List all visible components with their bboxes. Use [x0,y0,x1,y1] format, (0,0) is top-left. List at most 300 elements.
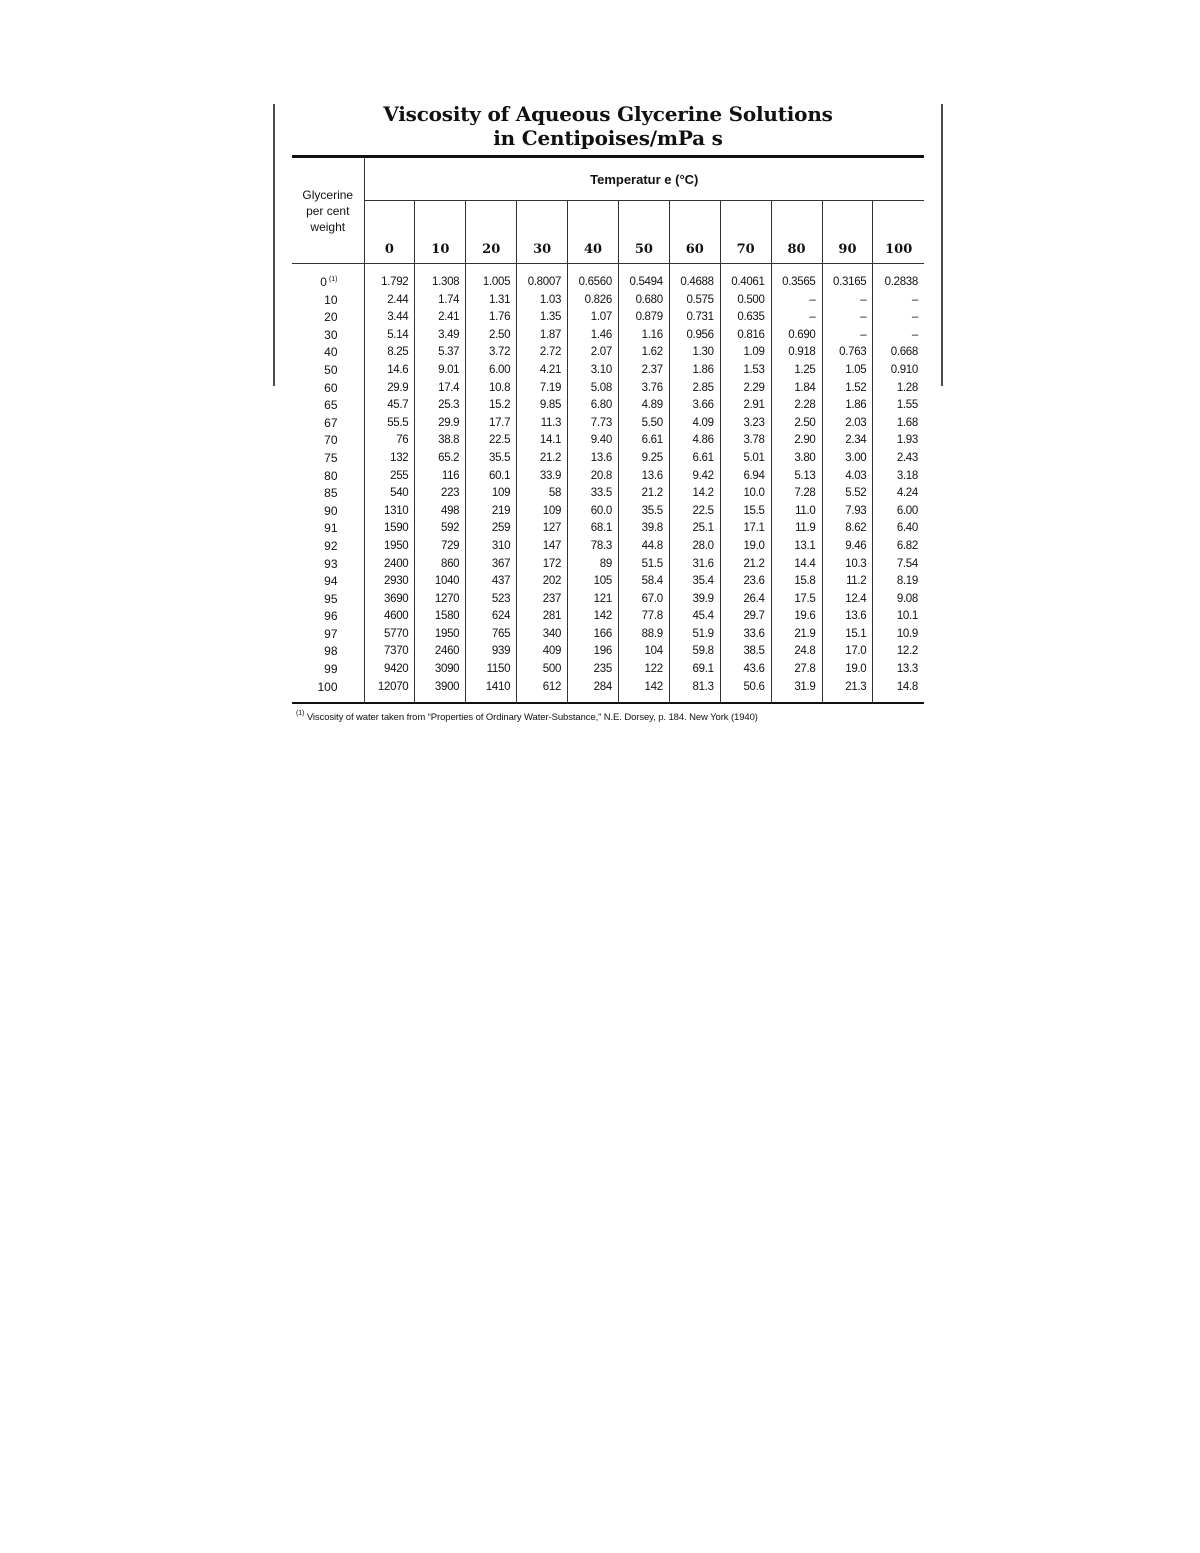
viscosity-cell: 55.5 [364,415,415,433]
glycerine-percent-cell [292,450,364,468]
viscosity-cell: 1.46 [568,327,619,345]
viscosity-cell: 25.1 [669,520,720,538]
viscosity-cell: 3.66 [669,397,720,415]
glycerine-percent-cell [292,626,364,644]
viscosity-cell: 1.87 [517,327,568,345]
viscosity-cell: 237 [517,591,568,609]
viscosity-cell: 9420 [364,661,415,679]
glycerine-percent-cell [292,468,364,486]
glycerine-percent-cell [292,643,364,661]
viscosity-cell: 7.19 [517,380,568,398]
glycerine-percent-cell [292,661,364,679]
viscosity-cell: 1.68 [873,415,924,433]
title-line-2: in Centipoises/mPa s [493,126,723,150]
viscosity-cell: 11.3 [517,415,568,433]
viscosity-cell: 1950 [364,538,415,556]
viscosity-cell: 202 [517,573,568,591]
column-header-temp: 20 [466,201,517,264]
viscosity-cell: 28.0 [669,538,720,556]
viscosity-cell: 409 [517,643,568,661]
viscosity-cell: 17.1 [720,520,771,538]
right-margin-rule [941,104,943,386]
viscosity-cell: 0.3565 [771,264,822,292]
table-title [292,102,924,150]
viscosity-cell: 8.19 [873,573,924,591]
viscosity-cell: 7370 [364,643,415,661]
viscosity-cell: 0.8007 [517,264,568,292]
viscosity-cell: 43.6 [720,661,771,679]
viscosity-cell: 3.72 [466,344,517,362]
viscosity-cell: 4.21 [517,362,568,380]
glycerine-percent-cell [292,608,364,626]
row-header-line-3: weight [310,219,346,234]
viscosity-cell: 2.29 [720,380,771,398]
glycerine-percent-value: 75 [324,450,338,465]
viscosity-cell: 0.956 [669,327,720,345]
glycerine-percent-value: 94 [324,574,338,589]
glycerine-percent-cell [292,503,364,521]
viscosity-cell: 76 [364,432,415,450]
viscosity-cell: 31.9 [771,679,822,704]
viscosity-cell: 3.10 [568,362,619,380]
viscosity-cell: 31.6 [669,556,720,574]
row-header-line-1: Glycerine [302,187,354,202]
table-row [292,450,924,468]
viscosity-cell: 5.50 [618,415,669,433]
viscosity-cell: 2.43 [873,450,924,468]
table-row [292,591,924,609]
viscosity-cell: 3.44 [364,309,415,327]
glycerine-percent-cell [292,538,364,556]
viscosity-cell: 1.93 [873,432,924,450]
column-header-temp: 60 [669,201,720,264]
title-line-1: Viscosity of Aqueous Glycerine Solutions [383,102,833,126]
viscosity-cell: 19.6 [771,608,822,626]
viscosity-cell: 132 [364,450,415,468]
viscosity-cell: 17.0 [822,643,873,661]
viscosity-cell: 1.28 [873,380,924,398]
viscosity-cell: 1.74 [415,292,466,310]
viscosity-cell: 22.5 [466,432,517,450]
glycerine-percent-value: 65 [324,398,338,413]
column-header-temp: 40 [568,201,619,264]
viscosity-cell: 259 [466,520,517,538]
viscosity-cell: 14.8 [873,679,924,704]
viscosity-cell: 45.4 [669,608,720,626]
viscosity-cell: 122 [618,661,669,679]
viscosity-cell: 2.50 [466,327,517,345]
viscosity-cell: 10.3 [822,556,873,574]
viscosity-cell: 5770 [364,626,415,644]
viscosity-cell: 19.0 [822,661,873,679]
viscosity-cell: 29.9 [415,415,466,433]
viscosity-cell: 78.3 [568,538,619,556]
glycerine-percent-cell [292,520,364,538]
glycerine-percent-value: 67 [324,415,338,430]
viscosity-cell: 4.89 [618,397,669,415]
table-row [292,485,924,503]
viscosity-cell: 9.01 [415,362,466,380]
viscosity-cell: 67.0 [618,591,669,609]
glycerine-percent-value: 90 [324,503,338,518]
viscosity-cell: 15.2 [466,397,517,415]
viscosity-cell: 109 [466,485,517,503]
glycerine-percent-value: 91 [324,521,338,536]
viscosity-cell: 105 [568,573,619,591]
viscosity-cell: 51.9 [669,626,720,644]
document-page [292,100,924,723]
viscosity-cell: 29.7 [720,608,771,626]
viscosity-cell: 1.09 [720,344,771,362]
viscosity-cell: 13.6 [618,468,669,486]
viscosity-cell: 14.4 [771,556,822,574]
viscosity-cell: 9.25 [618,450,669,468]
glycerine-percent-cell [292,309,364,327]
viscosity-cell: 10.0 [720,485,771,503]
glycerine-percent-value: 85 [324,486,338,501]
viscosity-cell: 0.500 [720,292,771,310]
table-row [292,643,924,661]
viscosity-cell: 81.3 [669,679,720,704]
table-row [292,538,924,556]
viscosity-cell: 0.918 [771,344,822,362]
viscosity-cell: 1.31 [466,292,517,310]
viscosity-cell: 0.668 [873,344,924,362]
viscosity-cell: 68.1 [568,520,619,538]
viscosity-cell: 6.82 [873,538,924,556]
column-header-temp: 70 [720,201,771,264]
glycerine-percent-value: 100 [317,679,338,694]
header-row-temperature [292,157,924,201]
viscosity-cell: 14.2 [669,485,720,503]
viscosity-cell: 50.6 [720,679,771,704]
viscosity-cell: 7.54 [873,556,924,574]
viscosity-cell: 116 [415,468,466,486]
header-row-columns [292,201,924,264]
viscosity-cell: 4.86 [669,432,720,450]
glycerine-percent-value: 0 [320,275,327,289]
glycerine-percent-value: 92 [324,538,338,553]
viscosity-cell: 0.731 [669,309,720,327]
viscosity-cell: 9.42 [669,468,720,486]
viscosity-cell: 7.93 [822,503,873,521]
glycerine-percent-cell [292,679,364,704]
viscosity-cell: – [771,309,822,327]
viscosity-cell: 9.40 [568,432,619,450]
glycerine-percent-value: 70 [324,433,338,448]
viscosity-cell: 4.09 [669,415,720,433]
viscosity-cell: 235 [568,661,619,679]
viscosity-cell: 22.5 [669,503,720,521]
viscosity-cell: 10.9 [873,626,924,644]
table-row [292,556,924,574]
viscosity-cell: 1.25 [771,362,822,380]
viscosity-cell: 59.8 [669,643,720,661]
viscosity-cell: 13.3 [873,661,924,679]
viscosity-cell: 60.1 [466,468,517,486]
glycerine-percent-value: 97 [324,626,338,641]
viscosity-cell: 15.8 [771,573,822,591]
table-row [292,292,924,310]
viscosity-cell: 142 [568,608,619,626]
viscosity-cell: 281 [517,608,568,626]
viscosity-cell: 13.1 [771,538,822,556]
viscosity-cell: 10.1 [873,608,924,626]
viscosity-cell: – [873,292,924,310]
glycerine-percent-value: 99 [324,662,338,677]
viscosity-cell: 147 [517,538,568,556]
table-row [292,661,924,679]
viscosity-cell: 2.44 [364,292,415,310]
viscosity-cell: 0.910 [873,362,924,380]
table-row [292,573,924,591]
table-row [292,520,924,538]
viscosity-cell: 1.76 [466,309,517,327]
viscosity-cell: 6.61 [669,450,720,468]
glycerine-percent-value: 40 [324,345,338,360]
viscosity-cell: 2930 [364,573,415,591]
viscosity-cell: 7.28 [771,485,822,503]
viscosity-cell: 58 [517,485,568,503]
glycerine-percent-value: 96 [324,609,338,624]
viscosity-cell: 33.6 [720,626,771,644]
viscosity-cell: 5.52 [822,485,873,503]
viscosity-cell: 89 [568,556,619,574]
viscosity-cell: 1.308 [415,264,466,292]
viscosity-cell: 15.1 [822,626,873,644]
viscosity-cell: 1590 [364,520,415,538]
viscosity-cell: 58.4 [618,573,669,591]
viscosity-cell: 44.8 [618,538,669,556]
viscosity-cell: 3900 [415,679,466,704]
viscosity-cell: 5.01 [720,450,771,468]
viscosity-cell: 3090 [415,661,466,679]
viscosity-cell: 340 [517,626,568,644]
viscosity-cell: 24.8 [771,643,822,661]
viscosity-cell: 45.7 [364,397,415,415]
viscosity-cell: 2.41 [415,309,466,327]
viscosity-cell: 25.3 [415,397,466,415]
viscosity-cell: 1.005 [466,264,517,292]
viscosity-cell: 0.4061 [720,264,771,292]
viscosity-cell: 104 [618,643,669,661]
column-header-temp: 90 [822,201,873,264]
viscosity-cell: 0.763 [822,344,873,362]
viscosity-cell: 2.90 [771,432,822,450]
viscosity-cell: 27.8 [771,661,822,679]
viscosity-cell: 0.690 [771,327,822,345]
glycerine-percent-value: 10 [324,292,338,307]
viscosity-cell: 11.2 [822,573,873,591]
table-row [292,397,924,415]
viscosity-cell: 0.816 [720,327,771,345]
viscosity-cell: 15.5 [720,503,771,521]
glycerine-percent-value: 95 [324,591,338,606]
glycerine-percent-value: 93 [324,556,338,571]
viscosity-cell: 35.5 [466,450,517,468]
viscosity-cell: 523 [466,591,517,609]
viscosity-cell: 0.6560 [568,264,619,292]
viscosity-cell: 4600 [364,608,415,626]
viscosity-cell: 38.8 [415,432,466,450]
row-header-cell [292,157,364,264]
viscosity-cell: 0.826 [568,292,619,310]
viscosity-cell: 21.2 [720,556,771,574]
table-row [292,432,924,450]
viscosity-cell: 3.76 [618,380,669,398]
viscosity-cell: 1310 [364,503,415,521]
viscosity-cell: 3.49 [415,327,466,345]
viscosity-cell: 127 [517,520,568,538]
viscosity-cell: 5.08 [568,380,619,398]
viscosity-cell: 1150 [466,661,517,679]
viscosity-cell: 3.00 [822,450,873,468]
viscosity-cell: 3.80 [771,450,822,468]
viscosity-cell: 1.30 [669,344,720,362]
glycerine-percent-value: 80 [324,468,338,483]
left-margin-rule [273,104,275,386]
viscosity-cell: 8.62 [822,520,873,538]
viscosity-cell: 1270 [415,591,466,609]
table-body [292,264,924,704]
table-row [292,362,924,380]
viscosity-cell: 51.5 [618,556,669,574]
viscosity-cell: 498 [415,503,466,521]
viscosity-cell: 2.50 [771,415,822,433]
viscosity-cell: 13.6 [822,608,873,626]
viscosity-cell: 166 [568,626,619,644]
viscosity-cell: 33.9 [517,468,568,486]
viscosity-cell: – [873,327,924,345]
viscosity-cell: 2400 [364,556,415,574]
viscosity-cell: 592 [415,520,466,538]
viscosity-cell: – [873,309,924,327]
viscosity-cell: 2.37 [618,362,669,380]
viscosity-cell: 172 [517,556,568,574]
footnote [294,712,924,723]
viscosity-cell: 1.55 [873,397,924,415]
viscosity-cell: 1.86 [669,362,720,380]
temperature-caption: Temperatur e (°C) [364,157,924,201]
viscosity-cell: 540 [364,485,415,503]
viscosity-cell: 2.91 [720,397,771,415]
glycerine-percent-cell [292,327,364,345]
viscosity-cell: 6.80 [568,397,619,415]
viscosity-cell: 1950 [415,626,466,644]
footnote-reference: (1) [328,276,338,283]
viscosity-cell: 1.62 [618,344,669,362]
viscosity-cell: 1.16 [618,327,669,345]
viscosity-cell: 3.23 [720,415,771,433]
viscosity-cell: 11.0 [771,503,822,521]
viscosity-cell: 367 [466,556,517,574]
viscosity-cell: 2.85 [669,380,720,398]
column-header-temp: 50 [618,201,669,264]
footnote-mark: (1) [296,710,305,718]
viscosity-cell: 12070 [364,679,415,704]
viscosity-cell: 60.0 [568,503,619,521]
column-header-temp: 80 [771,201,822,264]
viscosity-cell: 500 [517,661,568,679]
viscosity-cell: 21.2 [618,485,669,503]
viscosity-cell: 284 [568,679,619,704]
viscosity-cell: 69.1 [669,661,720,679]
viscosity-cell: 17.4 [415,380,466,398]
viscosity-cell: 3.18 [873,468,924,486]
viscosity-cell: 39.8 [618,520,669,538]
viscosity-cell: 6.00 [466,362,517,380]
glycerine-percent-value: 20 [324,310,338,325]
table-row [292,264,924,292]
table-row [292,608,924,626]
viscosity-cell: 3.78 [720,432,771,450]
viscosity-cell: 121 [568,591,619,609]
viscosity-cell: 6.00 [873,503,924,521]
viscosity-cell: 6.61 [618,432,669,450]
table-row [292,327,924,345]
viscosity-cell: 9.08 [873,591,924,609]
table-row [292,626,924,644]
viscosity-cell: – [771,292,822,310]
viscosity-cell: 223 [415,485,466,503]
glycerine-percent-cell [292,292,364,310]
table-row [292,344,924,362]
viscosity-cell: 0.4688 [669,264,720,292]
viscosity-cell: 612 [517,679,568,704]
viscosity-cell: 14.6 [364,362,415,380]
table-row [292,468,924,486]
viscosity-cell: – [822,327,873,345]
viscosity-cell: 21.3 [822,679,873,704]
viscosity-cell: 20.8 [568,468,619,486]
viscosity-cell: 2.28 [771,397,822,415]
viscosity-cell: 196 [568,643,619,661]
viscosity-cell: 255 [364,468,415,486]
viscosity-cell: 2.03 [822,415,873,433]
viscosity-cell: 4.24 [873,485,924,503]
viscosity-cell: 2.34 [822,432,873,450]
viscosity-cell: 2460 [415,643,466,661]
viscosity-cell: 109 [517,503,568,521]
viscosity-cell: 9.85 [517,397,568,415]
viscosity-cell: 35.5 [618,503,669,521]
glycerine-percent-cell [292,485,364,503]
viscosity-cell: 39.9 [669,591,720,609]
viscosity-cell: 21.2 [517,450,568,468]
viscosity-cell: 1.84 [771,380,822,398]
viscosity-cell: 1.86 [822,397,873,415]
table-row [292,503,924,521]
viscosity-cell: 88.9 [618,626,669,644]
glycerine-percent-value: 50 [324,362,338,377]
viscosity-cell: 0.635 [720,309,771,327]
viscosity-cell: 1.03 [517,292,568,310]
viscosity-cell: 1040 [415,573,466,591]
viscosity-cell: 1.07 [568,309,619,327]
viscosity-cell: 624 [466,608,517,626]
viscosity-cell: 2.72 [517,344,568,362]
viscosity-cell: 3690 [364,591,415,609]
glycerine-percent-cell [292,415,364,433]
viscosity-cell: 765 [466,626,517,644]
glycerine-percent-value: 98 [324,644,338,659]
viscosity-cell: 729 [415,538,466,556]
glycerine-percent-cell [292,362,364,380]
column-header-temp: 30 [517,201,568,264]
viscosity-cell: 21.9 [771,626,822,644]
viscosity-cell: 219 [466,503,517,521]
viscosity-cell: 0.5494 [618,264,669,292]
